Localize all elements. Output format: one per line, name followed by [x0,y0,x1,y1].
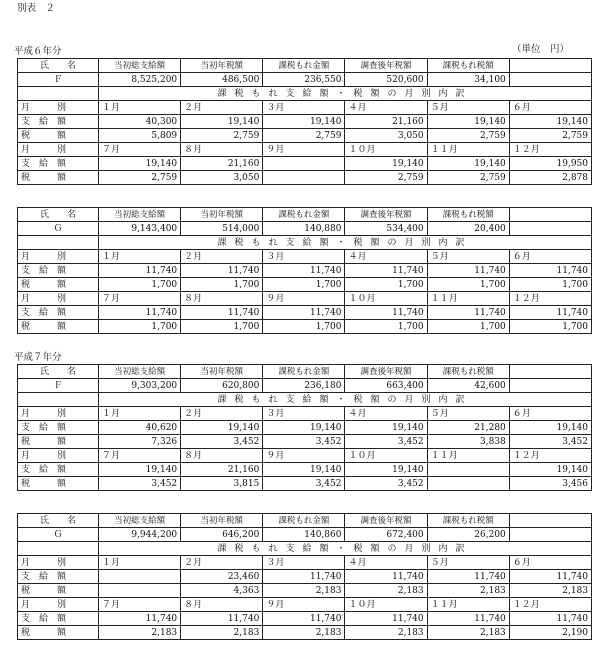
pay-value: 11,740 [427,264,509,278]
pay-value: 11,740 [427,612,509,626]
row-label-pay: 支 給 額 [18,421,99,435]
month-header: １月 [99,101,181,115]
person-name: Ｆ [18,379,99,393]
tax-value: 1,700 [263,320,345,334]
row-label-month: 月 別 [18,143,99,157]
pay-value: 19,140 [99,157,181,171]
pay-value [99,570,181,584]
pay-value: 19,140 [345,421,427,435]
pay-value: 11,740 [181,612,263,626]
tax-value: 3,452 [345,435,427,449]
name-label: 氏 名 [18,365,99,379]
empty-cell [509,379,591,393]
tax-value: 3,838 [427,435,509,449]
summary-value: 620,800 [181,379,263,393]
row-label-month: 月 別 [18,449,99,463]
column-header: 調査後年税額 [345,59,427,73]
pay-value: 11,740 [427,570,509,584]
pay-value: 19,140 [345,157,427,171]
page-title: 別表 ２ [17,3,56,14]
tax-value: 2,759 [345,171,427,185]
row-label-pay: 支 給 額 [18,612,99,626]
month-header: ７月 [99,449,181,463]
tax-value: 3,452 [263,477,345,491]
month-header: ２月 [181,101,263,115]
month-header: １１月 [427,449,509,463]
breakdown-title: 課税もれ支給額・税額の月別内訳 [99,236,592,250]
pay-value: 11,740 [509,306,591,320]
tax-value: 5,809 [99,129,181,143]
row-label-pay: 支 給 額 [18,157,99,171]
empty-cell [509,222,591,236]
summary-value: 8,525,200 [99,73,181,87]
pay-value: 11,740 [427,306,509,320]
tax-value: 2,183 [263,626,345,640]
tax-table-1-0 [17,364,592,491]
month-header: １月 [99,250,181,264]
summary-value: 26,200 [427,528,509,542]
month-header: １月 [99,556,181,570]
month-header: ２月 [181,407,263,421]
row-label-tax: 税 額 [18,584,99,598]
tax-value: 2,759 [181,129,263,143]
tax-value: 2,183 [509,584,591,598]
empty-cell [509,59,591,73]
tax-value: 2,183 [345,626,427,640]
empty-cell [18,236,99,250]
tax-value: 2,183 [181,626,263,640]
row-label-tax: 税 額 [18,278,99,292]
tax-value: 2,759 [263,129,345,143]
month-header: ３月 [263,101,345,115]
column-header: 課税もれ税額 [427,514,509,528]
month-header: ６月 [509,407,591,421]
pay-value: 11,740 [263,306,345,320]
tax-value: 3,452 [263,435,345,449]
tax-table-0-1 [17,207,592,334]
column-header: 調査後年税額 [345,514,427,528]
row-label-tax: 税 額 [18,320,99,334]
summary-value: 646,200 [181,528,263,542]
tax-value: 1,700 [345,320,427,334]
pay-value: 19,140 [509,115,591,129]
column-header: 課税もれ金額 [263,59,345,73]
breakdown-title: 課税もれ支給額・税額の月別内訳 [99,542,592,556]
month-header: １２月 [509,449,591,463]
name-label: 氏 名 [18,208,99,222]
column-header: 調査後年税額 [345,208,427,222]
column-header: 当初年税額 [181,365,263,379]
column-header: 課税もれ税額 [427,365,509,379]
row-label-pay: 支 給 額 [18,463,99,477]
tax-value: 3,050 [345,129,427,143]
tax-value [427,477,509,491]
pay-value: 11,740 [263,264,345,278]
unit-label: （単位 円） [512,44,570,55]
summary-value: 9,143,400 [99,222,181,236]
pay-value: 11,740 [509,612,591,626]
tax-value: 2,183 [345,584,427,598]
summary-value: 534,400 [345,222,427,236]
month-header: ８月 [181,292,263,306]
pay-value: 11,740 [99,612,181,626]
row-label-month: 月 別 [18,407,99,421]
year-label-h7: 平成７年分 [14,352,62,363]
tax-value: 2,183 [99,626,181,640]
tax-table-1-1 [17,513,592,640]
breakdown-title: 課税もれ支給額・税額の月別内訳 [99,87,592,101]
pay-value: 11,740 [263,612,345,626]
tax-value: 1,700 [181,320,263,334]
month-header: １０月 [345,449,427,463]
pay-value: 19,140 [345,463,427,477]
summary-value: 672,400 [345,528,427,542]
tax-value: 1,700 [181,278,263,292]
row-label-month: 月 別 [18,556,99,570]
name-label: 氏 名 [18,514,99,528]
summary-value: 663,400 [345,379,427,393]
summary-value: 140,880 [263,222,345,236]
month-header: ４月 [345,101,427,115]
pay-value: 40,620 [99,421,181,435]
pay-value: 19,140 [181,421,263,435]
tax-value: 2,759 [99,171,181,185]
column-header: 当初年税額 [181,514,263,528]
tax-value: 2,878 [509,171,591,185]
pay-value: 11,740 [99,264,181,278]
month-header: １月 [99,407,181,421]
pay-value: 19,950 [509,157,591,171]
month-header: ５月 [427,407,509,421]
year-label-h6: 平成６年分 [14,46,62,57]
pay-value: 11,740 [345,612,427,626]
row-label-tax: 税 額 [18,435,99,449]
tax-value: 2,183 [427,626,509,640]
tax-value: 3,452 [99,477,181,491]
month-header: ６月 [509,101,591,115]
month-header: ７月 [99,143,181,157]
month-header: ５月 [427,250,509,264]
tax-table-0-0 [17,58,592,185]
column-header: 当初総支給額 [99,365,181,379]
month-header: １２月 [509,143,591,157]
tax-value: 4,363 [181,584,263,598]
month-header: ４月 [345,407,427,421]
row-label-tax: 税 額 [18,626,99,640]
month-header: １０月 [345,292,427,306]
pay-value: 21,280 [427,421,509,435]
tax-value: 7,326 [99,435,181,449]
pay-value [263,157,345,171]
column-header: 当初総支給額 [99,59,181,73]
summary-value: 9,944,200 [99,528,181,542]
month-header: ９月 [263,143,345,157]
pay-value: 11,740 [99,306,181,320]
summary-value: 140,860 [263,528,345,542]
month-header: ５月 [427,556,509,570]
summary-value: 9,303,200 [99,379,181,393]
pay-value: 21,160 [345,115,427,129]
month-header: ９月 [263,292,345,306]
column-header: 当初年税額 [181,59,263,73]
column-header: 課税もれ税額 [427,59,509,73]
empty-cell [509,514,591,528]
row-label-tax: 税 額 [18,129,99,143]
pay-value: 19,140 [263,463,345,477]
month-header: ９月 [263,598,345,612]
month-header: ８月 [181,143,263,157]
summary-value: 42,600 [427,379,509,393]
month-header: ２月 [181,556,263,570]
pay-value: 19,140 [427,157,509,171]
row-label-pay: 支 給 額 [18,264,99,278]
tax-value: 2,759 [427,171,509,185]
month-header: １２月 [509,598,591,612]
column-header: 課税もれ金額 [263,208,345,222]
month-header: １１月 [427,598,509,612]
column-header: 当初年税額 [181,208,263,222]
pay-value: 11,740 [345,570,427,584]
pay-value: 11,740 [345,306,427,320]
row-label-month: 月 別 [18,101,99,115]
pay-value: 11,740 [509,570,591,584]
pay-value: 19,140 [509,463,591,477]
month-header: １１月 [427,292,509,306]
month-header: ３月 [263,250,345,264]
pay-value: 19,140 [263,421,345,435]
tax-value: 1,700 [427,320,509,334]
month-header: ４月 [345,556,427,570]
empty-cell [18,87,99,101]
month-header: ３月 [263,407,345,421]
summary-value: 520,600 [345,73,427,87]
tax-value: 3,815 [181,477,263,491]
breakdown-title: 課税もれ支給額・税額の月別内訳 [99,393,592,407]
month-header: ７月 [99,292,181,306]
month-header: １０月 [345,598,427,612]
person-name: Ｇ [18,528,99,542]
tax-value: 1,700 [509,320,591,334]
empty-cell [18,542,99,556]
tax-value: 3,456 [509,477,591,491]
row-label-tax: 税 額 [18,477,99,491]
tax-value: 3,452 [509,435,591,449]
column-header: 課税もれ金額 [263,514,345,528]
person-name: Ｆ [18,73,99,87]
row-label-pay: 支 給 額 [18,570,99,584]
column-header: 当初総支給額 [99,514,181,528]
column-header: 当初総支給額 [99,208,181,222]
pay-value: 11,740 [509,264,591,278]
pay-value: 21,160 [181,463,263,477]
month-header: ２月 [181,250,263,264]
tax-value: 2,759 [509,129,591,143]
tax-value: 1,700 [427,278,509,292]
empty-cell [509,73,591,87]
name-label: 氏 名 [18,59,99,73]
tax-value [99,584,181,598]
row-label-month: 月 別 [18,292,99,306]
row-label-month: 月 別 [18,598,99,612]
summary-value: 236,550 [263,73,345,87]
tax-value: 1,700 [99,278,181,292]
tax-value: 1,700 [263,278,345,292]
pay-value: 19,140 [427,115,509,129]
month-header: ８月 [181,598,263,612]
person-name: Ｇ [18,222,99,236]
month-header: ６月 [509,556,591,570]
tax-value: 1,700 [99,320,181,334]
pay-value: 11,740 [263,570,345,584]
summary-value: 486,500 [181,73,263,87]
pay-value: 23,460 [181,570,263,584]
tax-value: 2,759 [427,129,509,143]
month-header: １１月 [427,143,509,157]
pay-value: 40,300 [99,115,181,129]
month-header: １０月 [345,143,427,157]
column-header: 調査後年税額 [345,365,427,379]
row-label-pay: 支 給 額 [18,306,99,320]
pay-value: 19,140 [509,421,591,435]
pay-value: 11,740 [181,264,263,278]
tax-value: 2,183 [427,584,509,598]
month-header: ７月 [99,598,181,612]
tax-value: 3,452 [181,435,263,449]
summary-value: 34,100 [427,73,509,87]
month-header: ６月 [509,250,591,264]
tax-value: 3,050 [181,171,263,185]
pay-value: 11,740 [181,306,263,320]
summary-value: 20,400 [427,222,509,236]
pay-value: 19,140 [181,115,263,129]
pay-value: 19,140 [99,463,181,477]
tax-value: 1,700 [509,278,591,292]
pay-value: 11,740 [345,264,427,278]
tax-value: 3,452 [345,477,427,491]
row-label-tax: 税 額 [18,171,99,185]
pay-value: 19,140 [263,115,345,129]
empty-cell [18,393,99,407]
month-header: ３月 [263,556,345,570]
empty-cell [509,208,591,222]
month-header: ４月 [345,250,427,264]
column-header: 課税もれ税額 [427,208,509,222]
summary-value: 236,180 [263,379,345,393]
empty-cell [509,528,591,542]
row-label-month: 月 別 [18,250,99,264]
empty-cell [509,365,591,379]
tax-value: 2,183 [263,584,345,598]
tax-value [263,171,345,185]
tax-value: 1,700 [345,278,427,292]
month-header: ５月 [427,101,509,115]
month-header: ８月 [181,449,263,463]
tax-value: 2,190 [509,626,591,640]
pay-value [427,463,509,477]
column-header: 課税もれ金額 [263,365,345,379]
pay-value: 21,160 [181,157,263,171]
row-label-pay: 支 給 額 [18,115,99,129]
summary-value: 514,000 [181,222,263,236]
month-header: １２月 [509,292,591,306]
month-header: ９月 [263,449,345,463]
